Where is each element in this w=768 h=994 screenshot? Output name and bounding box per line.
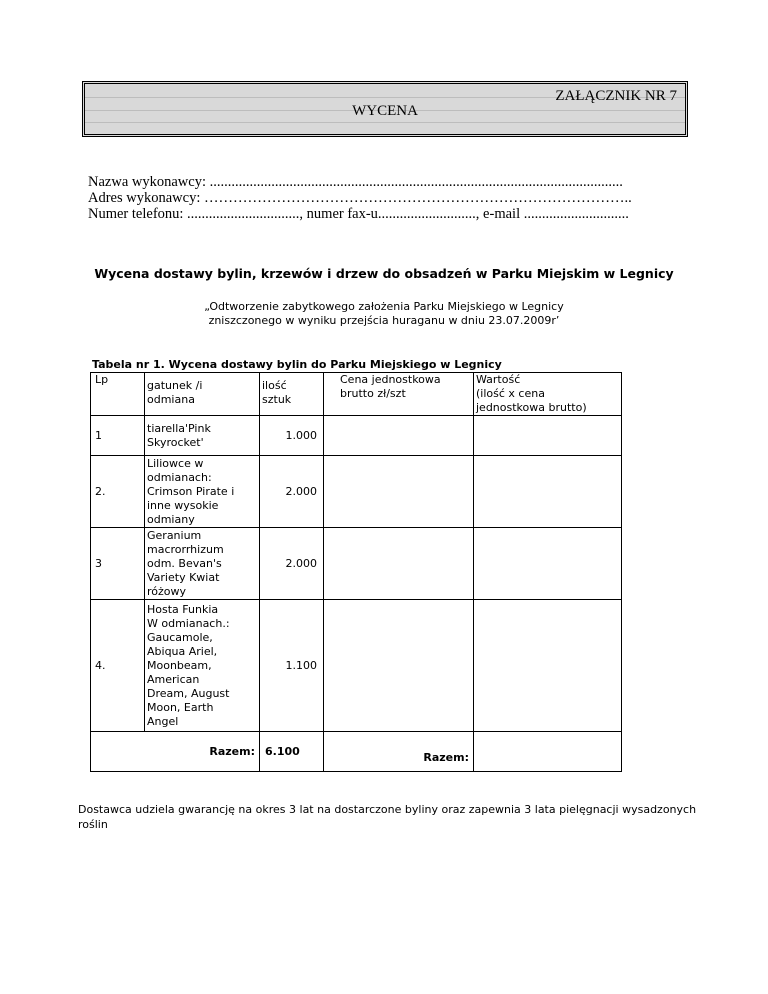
header-species: gatunek /i odmiana <box>145 373 260 416</box>
annex-label: ZAŁĄCZNIK NR 7 <box>555 88 677 104</box>
contractor-address-line: Adres wykonawcy: …………………………………………………………………………….. <box>88 190 632 206</box>
pricing-table <box>90 372 622 772</box>
total-quantity: 6.100 <box>260 732 324 772</box>
row-unit-price[interactable] <box>324 528 474 600</box>
subtitle-line-1: „Odtworzenie zabytkowego założenia Parku Miejskiego w Legnicy <box>204 300 564 313</box>
subtitle-line-2: zniszczonego w wyniku przejścia huraganu w dniu 23.07.2009r’ <box>208 314 560 327</box>
row-lp: 2. <box>91 456 145 528</box>
total-row <box>91 732 622 772</box>
table-row <box>91 600 622 732</box>
row-species: Geranium macrorrhizum odm. Bevan's Variety Kwiat różowy <box>145 528 260 600</box>
row-species: tiarella'Pink Skyrocket' <box>145 416 260 456</box>
header-lp: Lp <box>91 373 145 416</box>
row-unit-price[interactable] <box>324 456 474 528</box>
row-value[interactable] <box>474 416 622 456</box>
table-row <box>91 416 622 456</box>
header-unit-price: Cena jednostkowa brutto zł/szt <box>324 373 474 416</box>
row-value[interactable] <box>474 456 622 528</box>
row-quantity: 2.000 <box>260 456 324 528</box>
table-row <box>91 528 622 600</box>
row-value[interactable] <box>474 528 622 600</box>
row-quantity: 2.000 <box>260 528 324 600</box>
row-unit-price[interactable] <box>324 416 474 456</box>
row-species: Liliowce w odmianach: Crimson Pirate i inne wysokie odmiany <box>145 456 260 528</box>
row-species: Hosta Funkia W odmianach.: Gaucamole, Abiqua Ariel, Moonbeam, American Dream, August Moon, Earth Angel <box>145 600 260 732</box>
footer-note: Dostawca udziela gwarancję na okres 3 lat na dostarczone byliny oraz zapewnia 3 lata pielęgnacji wysadzonych roślin <box>78 803 697 831</box>
total-value-cell[interactable] <box>474 732 622 772</box>
table-header-row <box>91 373 622 416</box>
row-value[interactable] <box>474 600 622 732</box>
header-box <box>82 81 688 137</box>
contractor-phone-line: Numer telefonu: ..............................., numer fax-u..........................., e-mail ............................. <box>88 206 629 222</box>
row-lp: 3 <box>91 528 145 600</box>
row-lp: 4. <box>91 600 145 732</box>
total-label: Razem: <box>91 732 260 772</box>
header-quantity: ilość sztuk <box>260 373 324 416</box>
table-row <box>91 456 622 528</box>
contractor-name-line: Nazwa wykonawcy: .................................................................................................................. <box>88 174 623 190</box>
main-title: Wycena dostawy bylin, krzewów i drzew do obsadzeń w Parku Miejskim w Legnicy <box>94 266 674 281</box>
row-quantity: 1.100 <box>260 600 324 732</box>
row-unit-price[interactable] <box>324 600 474 732</box>
table-caption: Tabela nr 1. Wycena dostawy bylin do Parku Miejskiego w Legnicy <box>92 358 502 371</box>
total-value-label: Razem: <box>324 732 474 772</box>
row-quantity: 1.000 <box>260 416 324 456</box>
header-title: WYCENA <box>352 103 418 119</box>
header-value: Wartość (ilość x cena jednostkowa brutto) <box>474 373 622 416</box>
row-lp: 1 <box>91 416 145 456</box>
